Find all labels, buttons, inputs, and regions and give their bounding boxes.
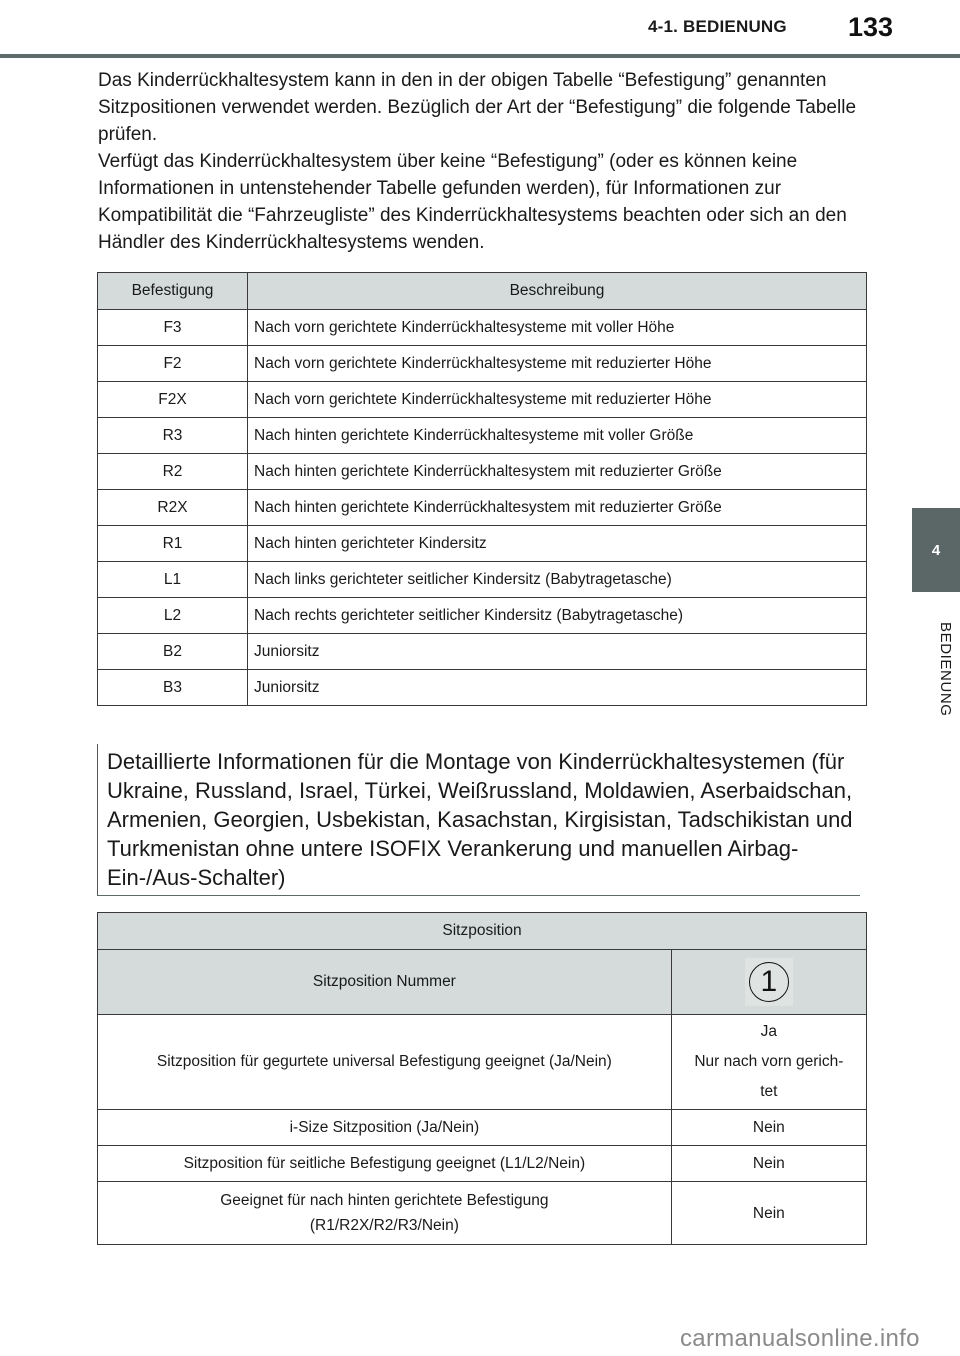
column-header-description: Beschreibung: [248, 273, 867, 310]
fixture-description: Nach vorn gerichtete Kinderrückhaltesysteme mit voller Höhe: [248, 310, 867, 346]
seat-number-badge: [745, 958, 793, 1006]
label-line: Geeignet für nach hinten gerichtete Befestigung: [220, 1192, 549, 1209]
table-row: [98, 1015, 867, 1110]
fixture-code: R3: [98, 418, 248, 454]
fixture-code: L2: [98, 598, 248, 634]
row-value: [671, 1015, 866, 1110]
table-row: [98, 634, 867, 670]
fixture-table: [97, 272, 867, 706]
value-line: Ja: [760, 1023, 778, 1040]
table-row: [98, 670, 867, 706]
table-row: [98, 1110, 867, 1146]
value-line: Nur nach vorn gerich-: [694, 1053, 844, 1070]
table-row: [98, 526, 867, 562]
page-number: 133: [848, 12, 894, 42]
seat-number-label: Sitzposition Nummer: [98, 950, 672, 1015]
seat-number-row: [98, 950, 867, 1015]
row-value: Nein: [671, 1146, 866, 1182]
row-label: i-Size Sitzposition (Ja/Nein): [98, 1110, 672, 1146]
fixture-description: Nach hinten gerichtete Kinderrückhaltesystem mit reduzierter Größe: [248, 454, 867, 490]
row-label: Sitzposition für gegurtete universal Befestigung geeignet (Ja/Nein): [98, 1015, 672, 1110]
row-value: Nein: [671, 1182, 866, 1245]
fixture-code: R2X: [98, 490, 248, 526]
fixture-code: F2: [98, 346, 248, 382]
table-row: [98, 1182, 867, 1245]
watermark: carmanualsonline.info: [680, 1325, 920, 1352]
table-row: [98, 346, 867, 382]
fixture-description: Nach hinten gerichtete Kinderrückhaltesysteme mit voller Größe: [248, 418, 867, 454]
fixture-code: L1: [98, 562, 248, 598]
section-title: 4-1. BEDIENUNG: [648, 17, 787, 36]
circled-number-icon: 1: [749, 962, 789, 1002]
table-row: [98, 598, 867, 634]
fixture-description: Nach hinten gerichtete Kinderrückhaltesystem mit reduzierter Größe: [248, 490, 867, 526]
fixture-code: F3: [98, 310, 248, 346]
fixture-description: Juniorsitz: [248, 670, 867, 706]
chapter-tab: [912, 508, 960, 592]
value-line: tet: [760, 1083, 778, 1100]
chapter-number: 4: [931, 541, 941, 559]
label-line: (R1/R2X/R2/R3/Nein): [309, 1217, 459, 1234]
table-row: [98, 562, 867, 598]
page-header: [0, 0, 960, 58]
table-header-row: [98, 913, 867, 950]
fixture-description: Juniorsitz: [248, 634, 867, 670]
header-divider: [0, 54, 960, 58]
row-value: Nein: [671, 1110, 866, 1146]
fixture-description: Nach hinten gerichteter Kindersitz: [248, 526, 867, 562]
fixture-code: B2: [98, 634, 248, 670]
fixture-description: Nach links gerichteter seitlicher Kindersitz (Babytragetasche): [248, 562, 867, 598]
fixture-description: Nach vorn gerichtete Kinderrückhaltesysteme mit reduzierter Höhe: [248, 382, 867, 418]
fixture-code: R2: [98, 454, 248, 490]
intro-paragraph-2: Verfügt das Kinderrückhaltesystem über keine “Befestigung” (oder es können keine Informationen in untenstehender Tabelle gefunden werden), für Informationen zur Kompatibilität die “Fahrzeugliste” des Kinderrückhaltesystems beachten oder sich an den Händler des Kinderrückhaltesystems wenden.: [98, 151, 847, 253]
table-row: [98, 382, 867, 418]
table-row: [98, 454, 867, 490]
fixture-description: Nach rechts gerichteter seitlicher Kindersitz (Babytragetasche): [248, 598, 867, 634]
fixture-code: R1: [98, 526, 248, 562]
seat-position-header: Sitzposition: [98, 913, 867, 950]
table-row: [98, 418, 867, 454]
table-row: [98, 1146, 867, 1182]
fixture-description: Nach vorn gerichtete Kinderrückhaltesysteme mit reduzierter Höhe: [248, 346, 867, 382]
section-subheading: Detaillierte Informationen für die Montage von Kinderrückhaltesystemen (für Ukraine, Russland, Israel, Türkei, Weißrussland, Moldawien, Aserbaidschan, Armenien, Georgien, Usbekistan, Kasachstan, Kirgisistan, Tadschikistan und Turkmenistan ohne untere ISOFIX Verankerung und manuellen Airbag-Ein-/Aus-Schalter): [97, 744, 860, 896]
row-label: Sitzposition für seitliche Befestigung geeignet (L1/L2/Nein): [98, 1146, 672, 1182]
column-header-fixture: Befestigung: [98, 273, 248, 310]
intro-text: [98, 67, 868, 256]
table-row: [98, 490, 867, 526]
intro-paragraph-1: Das Kinderrückhaltesystem kann in den in der obigen Tabelle “Befestigung” genannten Sitzpositionen verwendet werden. Bezüglich der Art der “Befestigung” die folgende Tabelle prüfen.: [98, 70, 857, 145]
table-header-row: [98, 273, 867, 310]
table-row: [98, 310, 867, 346]
seat-position-table: [97, 912, 867, 1245]
chapter-label: BEDIENUNG: [937, 621, 954, 717]
fixture-code: F2X: [98, 382, 248, 418]
seat-number-cell: [671, 950, 866, 1015]
fixture-code: B3: [98, 670, 248, 706]
row-label: [98, 1182, 672, 1245]
